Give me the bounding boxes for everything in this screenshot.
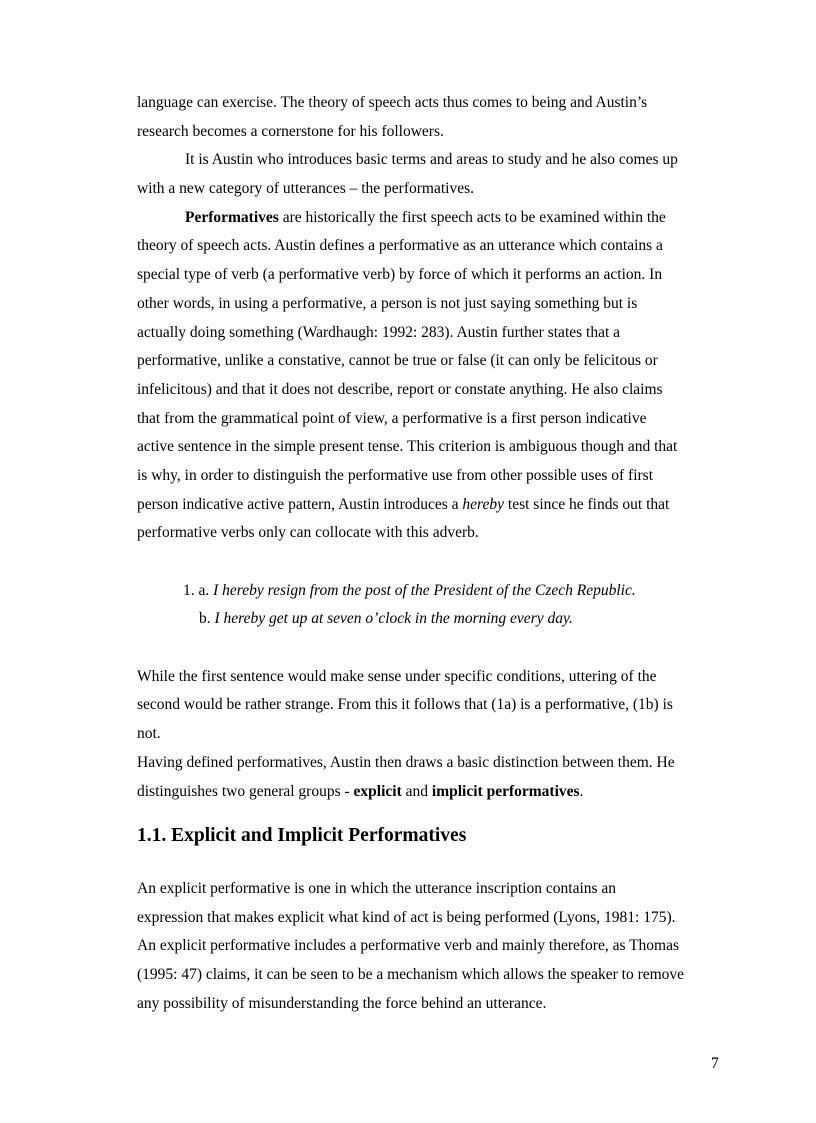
text-line: active sentence in the simple present tense. This criterion is ambiguous though and that xyxy=(137,438,678,456)
page-number: 7 xyxy=(711,1055,719,1072)
text-line: distinguishes two general groups - explicit and implicit performatives. xyxy=(137,782,584,800)
text-line: It is Austin who introduces basic terms and areas to study and he also comes up xyxy=(185,151,678,169)
text-line: Having defined performatives, Austin then draws a basic distinction between them. He xyxy=(137,753,675,771)
term-hereby: hereby xyxy=(462,495,505,513)
text-line: performative verbs only can collocate with this adverb. xyxy=(137,524,479,542)
text-line: special type of verb (a performative verb) by force of which it performs an action. In xyxy=(137,266,663,284)
term-performatives: Performatives xyxy=(185,208,279,226)
text-line: Performatives are historically the first speech acts to be examined within the xyxy=(185,208,666,226)
text-line: performative, unlike a constative, cannot be true or false (it can only be felicitous or xyxy=(137,352,658,370)
example-a: 1. a. I hereby resign from the post of the President of the Czech Republic. xyxy=(183,581,636,599)
text-line: An explicit performative includes a performative verb and mainly therefore, as Thomas xyxy=(137,937,680,955)
section-text xyxy=(137,875,722,1018)
term-explicit: explicit xyxy=(353,782,402,800)
text-line: (1995: 47) claims, it can be seen to be a mechanism which allows the speaker to remove xyxy=(137,966,685,984)
text-line: is why, in order to distinguish the performative use from other possible uses of first xyxy=(137,466,654,484)
text-line: expression that makes explicit what kind of act is being performed (Lyons, 1981: 175). xyxy=(137,908,676,926)
section-heading: 1.1. Explicit and Implicit Performatives xyxy=(137,825,467,846)
text-line: actually doing something (Wardhaugh: 1992: 283). Austin further states that a xyxy=(137,323,621,341)
text-line: second would be rather strange. From this it follows that (1a) is a performative, (1b) is xyxy=(137,696,673,714)
text-line: theory of speech acts. Austin defines a performative as an utterance which contains a xyxy=(137,237,663,255)
example-b: b. I hereby get up at seven o’clock in the morning every day. xyxy=(199,610,573,628)
body-text xyxy=(137,89,722,806)
text-line: An explicit performative is one in which the utterance inscription contains an xyxy=(137,880,617,897)
text-line: person indicative active pattern, Austin introduces a hereby test since he finds out that xyxy=(137,495,670,513)
text-line: research becomes a cornerstone for his followers. xyxy=(137,122,444,140)
text-line: infelicitous) and that it does not describe, report or constate anything. He also claims xyxy=(137,380,663,398)
text-line: not. xyxy=(137,725,161,743)
text-line: any possibility of misunderstanding the force behind an utterance. xyxy=(137,994,547,1012)
term-implicit: implicit performatives xyxy=(431,782,580,800)
text-line: other words, in using a performative, a person is not just saying something but is xyxy=(137,294,638,312)
text-line: language can exercise. The theory of speech acts thus comes to being and Austin’s xyxy=(137,94,648,111)
text-line: that from the grammatical point of view, a performative is a first person indicative xyxy=(137,409,647,427)
text-line: While the first sentence would make sense under specific conditions, uttering of the xyxy=(137,667,657,685)
text-line: with a new category of utterances – the performatives. xyxy=(137,180,474,198)
